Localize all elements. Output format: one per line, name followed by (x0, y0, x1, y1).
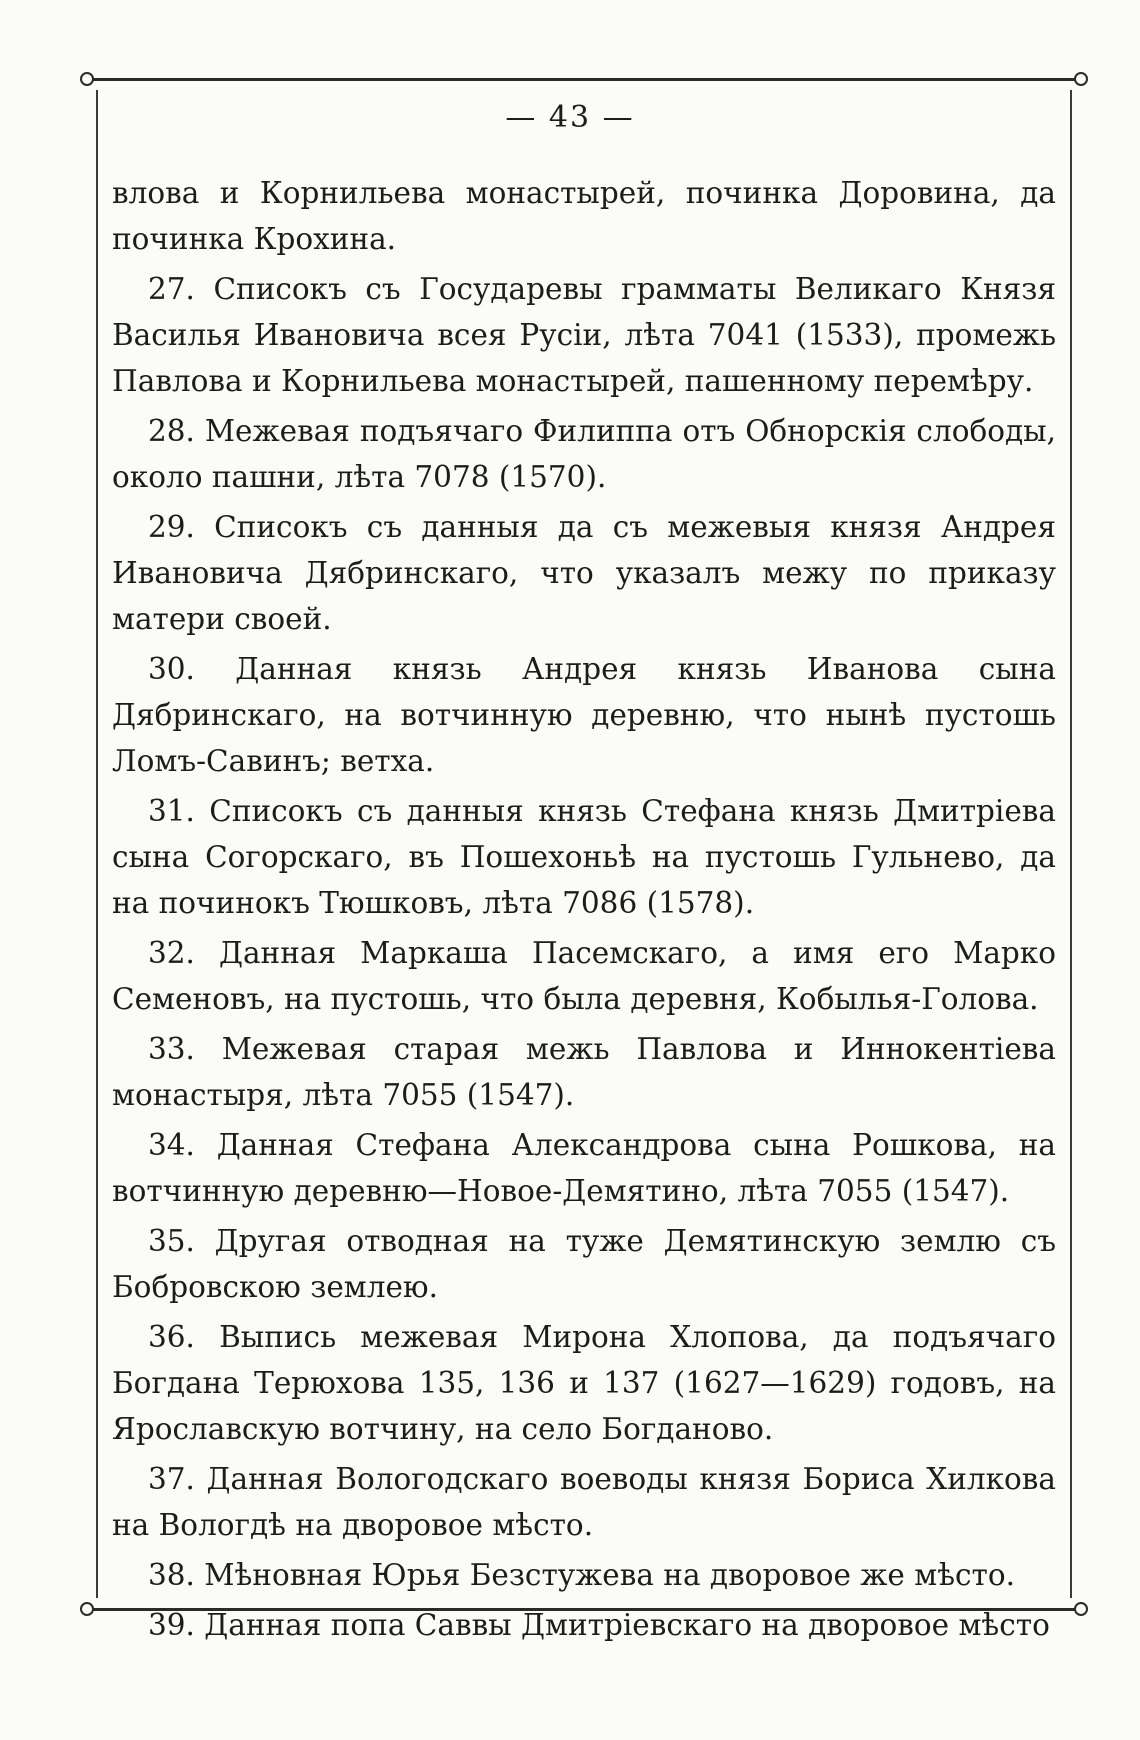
top-ornamental-rule (92, 78, 1076, 81)
entry-33: 33. Межевая старая межь Павлова и Иннокентіева монастыря, лѣта 7055 (1547). (112, 1032, 1056, 1112)
entry-35: 35. Другая отводная на тужe Демятинскую землю съ Бобровскою землею. (112, 1224, 1056, 1304)
entry-27: 27. Списокъ съ Государевы грамматы Великаго Князя Василья Ивановича всея Русіи, лѣта 7041 (1533), промежь Павлова и Корнильева монастырей, пашенному перемѣру. (112, 272, 1056, 398)
entry-39: 39. Данная попа Саввы Дмитріевскаго на дворовое мѣсто (148, 1608, 1050, 1642)
paragraph-continuation: влова и Корнильева монастырей, починка Доровина, да починка Крохина. (112, 176, 1056, 256)
entry-28: 28. Межевая подъячаго Филиппа отъ Обнорскія слободы, около пашни, лѣта 7078 (1570). (112, 414, 1056, 494)
entry-32: 32. Данная Маркаша Пасемскаго, а имя его Марко Семеновъ, на пустошь, что была деревня, Кобылья-Голова. (112, 936, 1056, 1016)
page-number: — 43 — (505, 100, 635, 135)
entry-34: 34. Данная Стефана Александрова сына Рошкова, на вотчинную деревню—Новое-Демятино, лѣта 7055 (1547). (112, 1128, 1056, 1208)
entry-31: 31. Списокъ съ данныя князь Стефана князь Дмитріева сына Согорскаго, въ Пошехоньѣ на пустошь Гульнево, да на починокъ Тюшковъ, лѣта 7086 (1578). (112, 794, 1056, 920)
right-border-line (1070, 90, 1072, 1598)
page-body (112, 170, 1056, 1652)
entry-36: 36. Выпись межевая Мирона Хлопова, да подъячаго Богдана Терюхова 135, 136 и 137 (1627—1629) годовъ, на Ярославскую вотчину, на село Богданово. (112, 1320, 1056, 1446)
entry-30: 30. Данная князь Андрея князь Иванова сына Дябринскаго, на вотчинную деревню, что нынѣ пустошь Ломъ-Савинъ; ветха. (112, 652, 1056, 778)
entry-37: 37. Данная Вологодскаго воеводы князя Бориса Хилкова на Вологдѣ на дворовое мѣсто. (112, 1462, 1056, 1542)
entry-29: 29. Списокъ съ данныя да съ межевыя князя Андрея Ивановича Дябринскаго, что указалъ межу по приказу матери своей. (112, 510, 1056, 636)
entry-38: 38. Мѣновная Юрья Безстужева на дворовое же мѣсто. (148, 1558, 1015, 1592)
left-border-line (96, 90, 98, 1598)
